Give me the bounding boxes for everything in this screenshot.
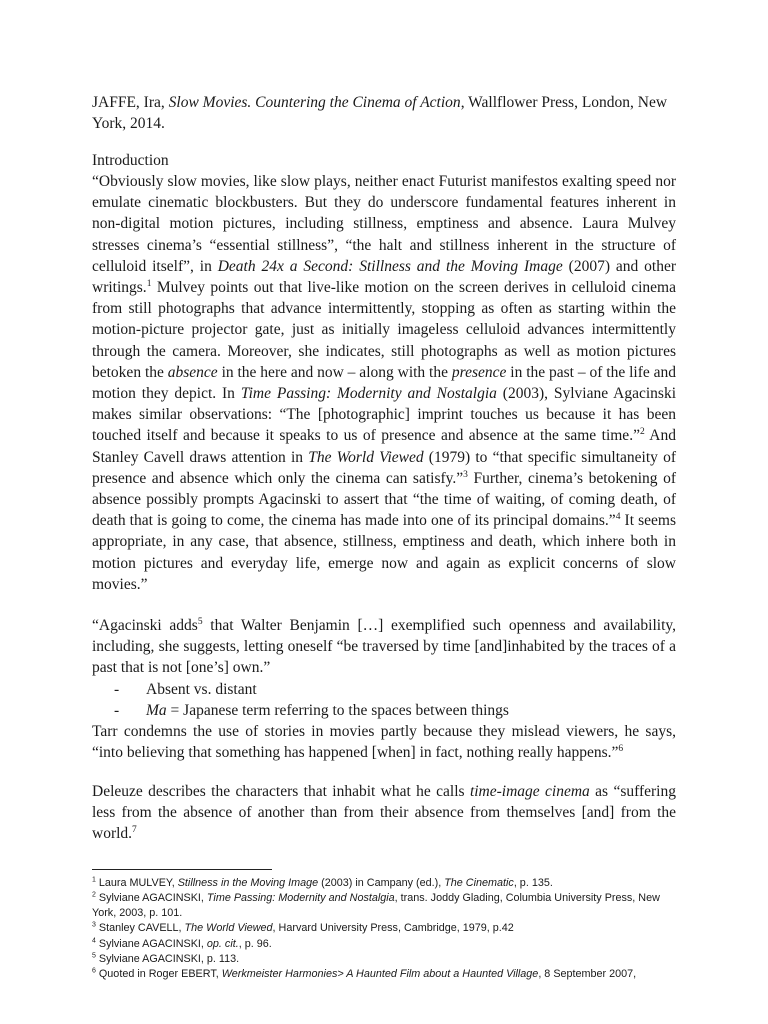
intro-title-cavell: The World Viewed: [308, 448, 424, 466]
agacinski-paragraph: [92, 615, 676, 679]
footnote-ref-3: 3: [463, 469, 468, 480]
footnote-title: Werkmeister Harmonies> A Haunted Film about a Haunted Village: [221, 967, 539, 980]
footnote-number: 5: [92, 952, 96, 960]
footnotes: [92, 876, 676, 982]
citation-publisher: , Wallflower Press, London, New York, 2014.: [92, 94, 668, 132]
intro-text-9: Further, cinema’s betokening of absence possibly prompts Agacinski to assert that “the time of waiting, of coming death, of death that is going to come, the cinema has made into one of its principal domains.”: [92, 469, 676, 530]
footnote-title: The Cinematic: [444, 876, 514, 889]
intro-paragraph: [92, 171, 676, 595]
footnote-ref-2: 2: [639, 427, 645, 438]
footnote-text: Laura MULVEY,: [95, 876, 178, 889]
citation-book-title: Slow Movies. Countering the Cinema of Action: [168, 94, 461, 111]
footnote-number: 2: [92, 891, 96, 899]
deleuze-text-2: as “suffering less from the absence of another than from their absence from themselves [and] from the world.: [92, 783, 676, 843]
footnote-title: op. cit.: [206, 937, 239, 950]
list-item: [114, 679, 676, 700]
footnote: [92, 876, 676, 891]
footnote: [92, 967, 676, 982]
intro-title-mulvey: Death 24x a Second: Stillness and the Moving Image: [217, 257, 563, 275]
agacinski-text-2: that Walter Benjamin […] exemplified such openness and availability, including, she suggests, letting oneself “be traversed by time [and]inhabited by the traces of a past that is not [one’s] own.”: [92, 617, 676, 677]
footnote-number: 4: [92, 936, 96, 944]
footnote-text: Sylviane AGACINSKI,: [95, 937, 207, 950]
footnote-text: , Harvard University Press, Cambridge, 1979, p.42: [272, 922, 514, 935]
bullet-text: = Japanese term referring to the spaces between things: [166, 701, 509, 719]
footnote-text: Sylviane AGACINSKI,: [95, 891, 207, 904]
deleuze-text-1: Deleuze describes the characters that inhabit what he calls: [92, 783, 470, 801]
intro-title-agacinski: Time Passing: Modernity and Nostalgia: [240, 385, 497, 403]
footnote-text: (2003) in Campany (ed.),: [318, 876, 445, 889]
bullet-text: Absent vs. distant: [146, 680, 257, 698]
footnote-title: Stillness in the Moving Image: [177, 876, 319, 889]
footnote-text: , 8 September 2007,: [538, 967, 637, 980]
intro-text-4: in the here and now – along with the: [217, 363, 452, 381]
footnote-ref-5: 5: [197, 616, 203, 627]
footnote-title: Time Passing: Modernity and Nostalgia: [206, 891, 395, 904]
citation-author: JAFFE, Ira,: [92, 94, 169, 111]
footnote-ref-4: 4: [615, 512, 621, 523]
tarr-text: Tarr condemns the use of stories in movies partly because they mislead viewers, he says, “into believing that something has happened [when] in fact, nothing really happens.”: [92, 722, 676, 761]
footnote-number: 3: [92, 921, 96, 929]
footnote-ref-1: 1: [146, 278, 152, 289]
deleuze-paragraph: [92, 781, 676, 845]
footnote-text: Sylviane AGACINSKI, p. 113.: [95, 952, 240, 965]
bullet-italic: Ma: [146, 701, 167, 719]
footnote-text: Quoted in Roger EBERT,: [95, 967, 222, 980]
paragraph-spacer: [92, 595, 676, 615]
tarr-paragraph: [92, 721, 676, 763]
agacinski-text-1: “Agacinski adds: [92, 617, 198, 635]
footnote-text: , p. 135.: [513, 876, 553, 889]
bullet-dash: -: [114, 680, 120, 698]
footnote-text: , p. 96.: [238, 937, 272, 950]
list-item: [114, 700, 676, 721]
intro-emph-presence: presence: [451, 363, 507, 381]
bibliographic-citation: [92, 92, 676, 134]
intro-text-5: in the past – of the life and motion they depict. In: [92, 363, 676, 403]
footnote-number: 1: [92, 876, 96, 884]
footnote: [92, 891, 676, 921]
intro-text-3: Mulvey points out that live-like motion on the screen derives in celluloid cinema from still photographs that advance intermittently, stopping as often as starting within the motion-picture projector gate, just as initially imageless celluloid advances intermittently through the camera. Moreover, she indicates, still photographs as well as motion pictures betoken the: [92, 279, 676, 381]
intro-text-8: (1979) to “that specific simultaneity of presence and absence which only the cinema can satisfy.”: [92, 448, 676, 487]
bullet-list: [92, 679, 676, 721]
bullet-dash: -: [114, 701, 120, 719]
intro-text-7: And Stanley Cavell draws attention in: [92, 427, 676, 466]
footnote-ref-7: 7: [132, 825, 137, 836]
intro-text-6: (2003), Sylviane Agacinski makes similar observations: “The [photographic] imprint touches us because it has been touched itself and because it speaks to us of presence and absence at the same time.”: [92, 385, 676, 445]
footnote-number: 6: [92, 967, 96, 975]
intro-text-1: “Obviously slow movies, like slow plays, neither enact Futurist manifestos exalting speed nor emulate cinematic blockbusters. But they do underscore fundamental features inherent in non-digital motion pictures, including stillness, emptiness and absence. Laura Mulvey stresses cinema’s “essential stillness”, “the halt and stillness inherent in the structure of celluloid itself”, in: [92, 173, 676, 275]
footnote-text: , trans. Joddy Glading, Columbia University Press, New York, 2003, p. 101.: [92, 891, 660, 920]
intro-text-10: It seems appropriate, in any case, that absence, stillness, emptiness and death, which inhere both in motion pictures and everyday life, emerge now and again as explicit concerns of slow movies.”: [92, 512, 676, 593]
intro-text-2: (2007) and other writings.: [92, 257, 676, 297]
footnote: [92, 937, 676, 952]
section-heading: Introduction: [92, 152, 169, 169]
footnote: [92, 952, 676, 967]
footnote-separator: [92, 869, 272, 870]
intro-emph-absence: absence: [167, 363, 218, 381]
paragraph-spacer: [92, 763, 676, 781]
footnote-ref-6: 6: [618, 743, 624, 754]
footnote-text: Stanley CAVELL,: [95, 922, 185, 935]
footnote: [92, 921, 676, 936]
footnote-title: The World Viewed: [184, 922, 273, 935]
deleuze-emph-term: time-image cinema: [469, 783, 590, 801]
